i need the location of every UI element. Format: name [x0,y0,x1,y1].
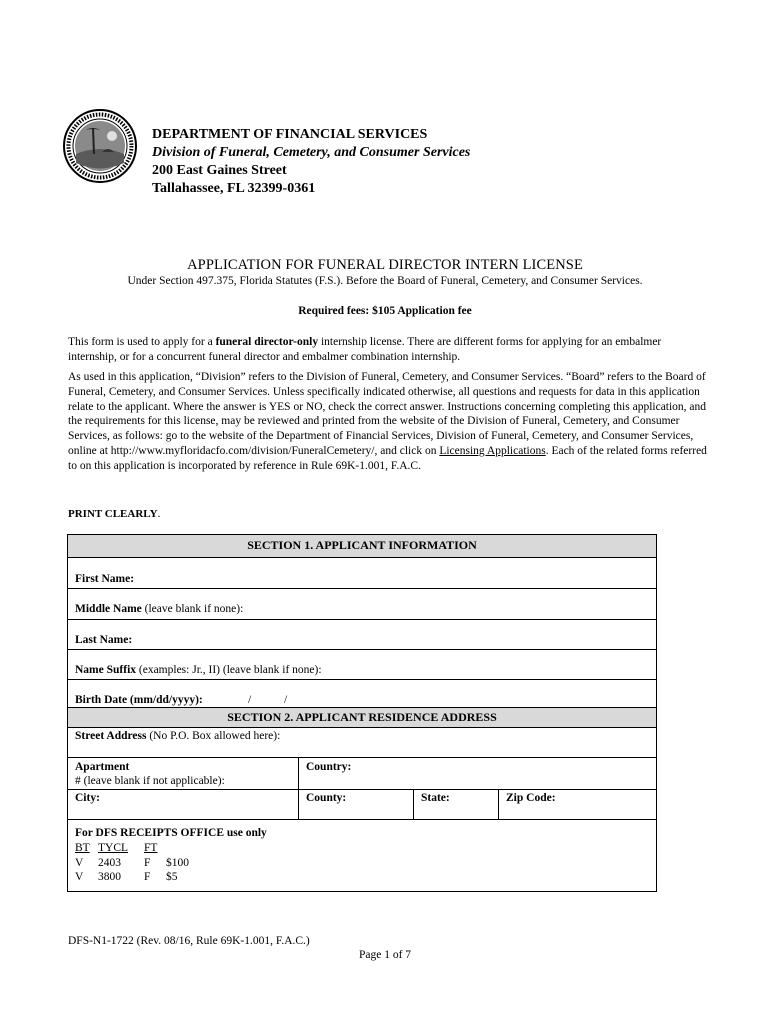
name-suffix-note: (examples: Jr., II) (leave blank if none): [136,664,322,676]
receipts-cell: V [75,856,84,869]
division-name: Division of Funeral, Cemetery, and Consumer Services [152,145,471,160]
statute-subtitle: Under Section 497.375, Florida Statutes (F.S.). Before the Board of Funeral, Cemetery, and Consumer Services. [127,275,643,287]
receipts-header: TYCL [98,841,129,854]
receipts-cell: 3800 [98,871,121,884]
application-form [67,534,657,892]
intro-paragraph-1 [68,335,708,365]
receipts-cell: F [144,871,151,884]
intro-paragraph-2 [68,370,708,474]
receipts-title: For DFS RECEIPTS OFFICE use only [75,827,267,839]
page-title: APPLICATION FOR FUNERAL DIRECTOR INTERN LICENSE [187,257,583,273]
print-clearly-text: PRINT CLEARLY [68,508,158,520]
middle-name-note: (leave blank if none): [141,603,244,615]
receipts-row [75,856,267,871]
receipts-block [75,826,267,885]
apartment-note: # (leave blank if not applicable): [75,775,225,787]
section-1-header [68,535,656,557]
city-county-row [68,789,656,819]
birth-date-separator: / [248,694,252,706]
intro-text: . Each of the related forms referred to on this application is incorporated by reference in Rule 69K-1.001, F.A.C. [68,444,707,472]
receipts-row [75,870,267,885]
section-2-header [68,707,656,727]
zip-code-field[interactable] [499,790,656,819]
name-suffix-field[interactable] [68,649,656,679]
section-1-title: SECTION 1. APPLICANT INFORMATION [247,538,477,552]
receipts-cell: $100 [166,856,189,869]
intro-text: internship license. There are different forms for applying for an embalmer internship, or for a concurrent funeral director and embalmer combination internship. [68,336,662,363]
street-address-field[interactable] [68,727,656,757]
street-address: 200 East Gaines Street [152,163,287,178]
country-field[interactable] [299,758,656,789]
birth-date-label: Birth Date (mm/dd/yyyy): [75,694,203,706]
receipts-header-row [75,841,267,856]
city-field[interactable] [68,790,298,819]
section-2-title: SECTION 2. APPLICANT RESIDENCE ADDRESS [227,710,497,724]
middle-name-field[interactable] [68,588,656,619]
form-identifier: DFS-N1-1722 (Rev. 08/16, Rule 69K-1.001, F.A.C.) [68,935,310,947]
street-address-note: (No P.O. Box allowed here): [146,730,281,742]
intro-text: This form is used to apply for a [68,336,216,348]
name-suffix-label: Name Suffix [75,664,137,676]
last-name-field[interactable] [68,619,656,649]
county-label: County: [306,792,347,804]
state-label: State: [421,792,450,804]
birth-date-separator: / [284,694,288,706]
county-field[interactable] [299,790,413,819]
birth-date-field[interactable] [68,679,656,707]
receipts-cell: $5 [166,871,178,884]
florida-state-seal [62,108,138,184]
receipts-office-box [68,819,656,891]
page-number: Page 1 of 7 [358,949,412,961]
apartment-label: Apartment [75,761,130,773]
state-field[interactable] [414,790,498,819]
receipts-header: BT [75,841,90,854]
receipts-cell: V [75,871,84,884]
print-clearly-note: PRINT CLEARLY. [68,508,161,520]
first-name-field[interactable] [68,557,656,588]
city-state-zip: Tallahassee, FL 32399-0361 [152,181,316,196]
receipts-cell: F [144,856,151,869]
apartment-field[interactable] [68,758,298,789]
middle-name-label: Middle Name [75,603,142,615]
department-name: DEPARTMENT OF FINANCIAL SERVICES [152,127,428,142]
receipts-header: FT [144,841,158,854]
street-address-label: Street Address [75,730,147,742]
first-name-label: First Name: [75,573,135,585]
receipts-cell: 2403 [98,856,121,869]
required-fees: Required fees: $105 Application fee [298,305,472,317]
zip-code-label: Zip Code: [506,792,556,804]
last-name-label: Last Name: [75,634,133,646]
city-label: City: [75,792,100,804]
country-label: Country: [306,761,352,773]
intro-bold-text: funeral director-only [215,336,319,348]
intro-text: As used in this application, “Division” refers to the Division of Funeral, Cemetery, and Consumer Services. “Board” refers to the Board of Funeral, Cemetery, and Consumer Services. Unless specifically indicated otherwise, all questions and requests for data in this application relate to the applicant. Where the answer is YES or NO, check the correct answer. Instructions concerning completing this application, and the requirements for this license, may be reviewed and printed from the website of the Division of Funeral, Cemetery, and Consumer Services, as follows: go to the website of the Department of Financial Services, Division of Funeral, Cemetery, and Consumer Services, online at http://www.myfloridacfo.com/division/FuneralCemetery/, and click on [68,371,707,457]
apartment-country-row [68,757,656,789]
licensing-applications-link[interactable]: Licensing Applications [439,444,546,457]
